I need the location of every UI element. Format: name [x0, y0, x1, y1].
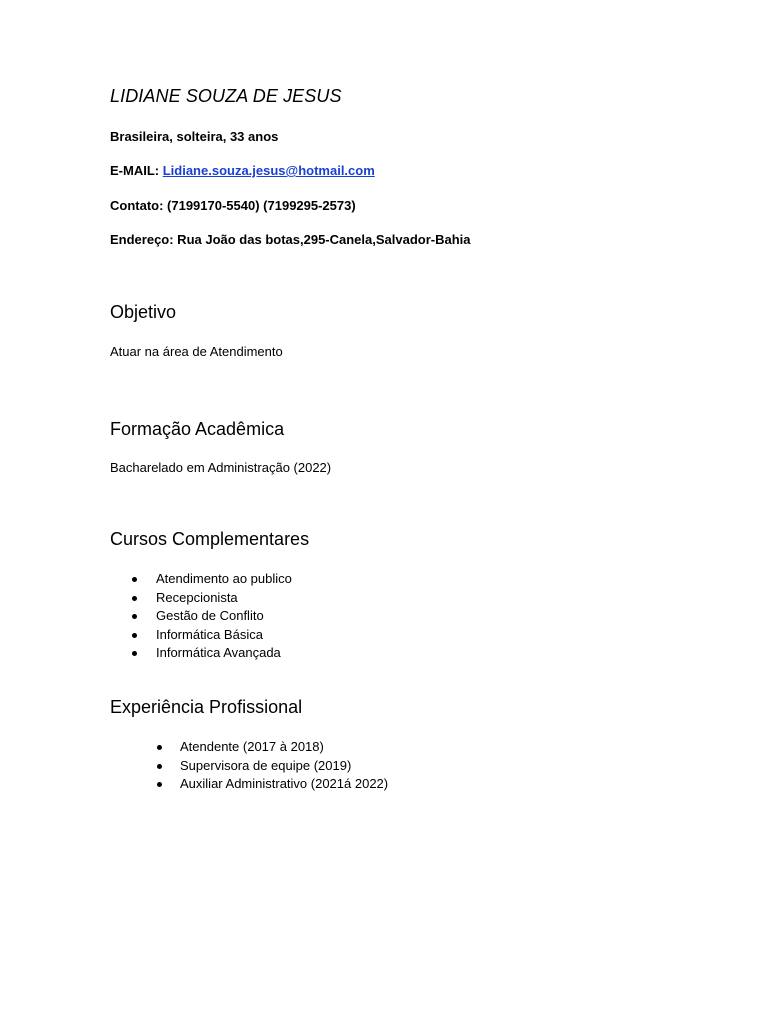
- objective-heading: Objetivo: [110, 302, 177, 322]
- course-item: Gestão de Conflito: [156, 608, 264, 623]
- list-item: [156, 626, 292, 645]
- bullet-icon: [132, 577, 137, 582]
- bullet-icon: [157, 745, 162, 750]
- course-item: Recepcionista: [156, 589, 238, 605]
- bullet-icon: [132, 596, 137, 601]
- experience-item: Atendente (2017 à 2018): [180, 739, 324, 754]
- list-item: [180, 738, 388, 757]
- email-link[interactable]: Lidiane.souza.jesus@hotmail.com: [162, 163, 375, 178]
- education-heading: Formação Acadêmica: [110, 419, 285, 439]
- email-label: E-MAIL:: [110, 163, 163, 178]
- course-item: Informática Básica: [156, 626, 263, 642]
- bullet-icon: [157, 764, 162, 769]
- objective-text: Atuar na área de Atendimento: [110, 344, 283, 359]
- personal-info: Brasileira, solteira, 33 anos: [110, 129, 279, 144]
- course-item: Informática Avançada: [156, 645, 281, 660]
- candidate-name: LIDIANE SOUZA DE JESUS: [110, 86, 342, 106]
- education-text: Bacharelado em Administração (2022): [110, 460, 332, 475]
- courses-list: [156, 570, 292, 663]
- email-line: [110, 163, 375, 178]
- list-item: [156, 644, 292, 663]
- address-line: Endereço: Rua João das botas,295-Canela,Salvador-Bahia: [110, 232, 471, 247]
- list-item: [156, 570, 292, 589]
- experience-item: Auxiliar Administrativo (2021á 2022): [180, 776, 389, 791]
- contact-line: Contato: (7199170-5540) (7199295-2573): [110, 198, 356, 213]
- list-item: [156, 589, 292, 608]
- course-item: Atendimento ao publico: [156, 571, 292, 586]
- bullet-icon: [157, 782, 162, 787]
- experience-item: Supervisora de equipe (2019): [180, 757, 352, 773]
- experience-heading: Experiência Profissional: [110, 697, 303, 717]
- list-item: [156, 607, 292, 626]
- bullet-icon: [132, 614, 137, 619]
- list-item: [180, 757, 388, 776]
- bullet-icon: [132, 651, 137, 656]
- list-item: [180, 775, 388, 794]
- experience-list: [180, 738, 388, 794]
- bullet-icon: [132, 633, 137, 638]
- courses-heading: Cursos Complementares: [110, 529, 310, 549]
